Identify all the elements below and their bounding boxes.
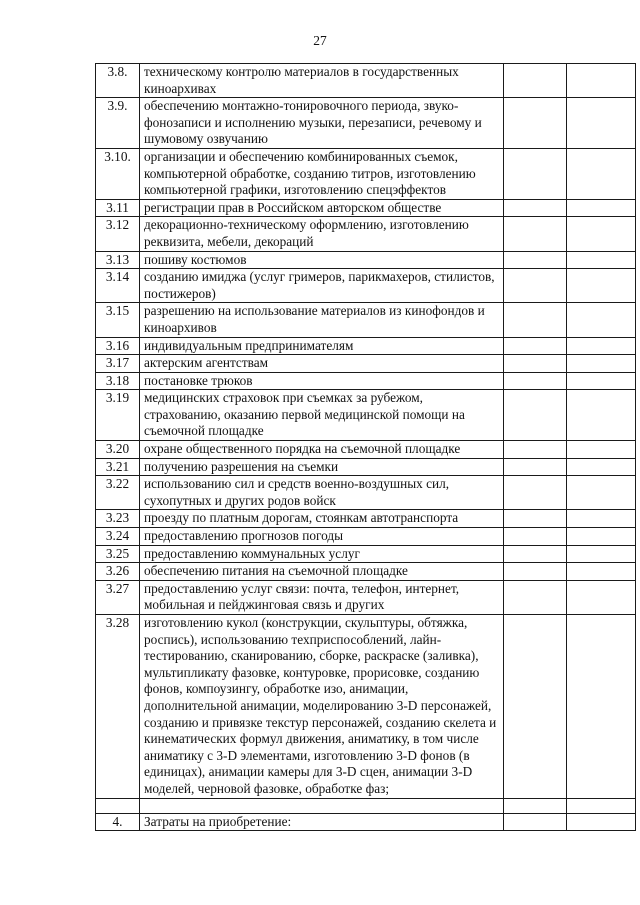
table-row xyxy=(96,148,636,199)
value-cell-2 xyxy=(567,545,636,563)
item-description: индивидуальным предпринимателям xyxy=(140,337,504,355)
value-cell-1 xyxy=(504,798,567,813)
value-cell-2 xyxy=(567,303,636,337)
item-description: обеспечению питания на съемочной площадке xyxy=(140,563,504,581)
item-description: разрешению на использование материалов из кинофондов и киноархивов xyxy=(140,303,504,337)
value-cell-2 xyxy=(567,372,636,390)
table-row xyxy=(96,458,636,476)
item-description: актерским агентствам xyxy=(140,355,504,373)
item-number: 3.14 xyxy=(96,269,140,303)
value-cell-1 xyxy=(504,269,567,303)
item-description: изготовлению кукол (конструкции, скульптуры, обтяжка, роспись), использованию техприспособлений, лайн-тестированию, сканированию, сборке, раскраске (заливка), мультипликату фазовке, контуровке, прорисовке, созданию фонов, компоузингу, обработке изо, анимации, дополнительной анимации, моделированию 3-D персонажей, созданию и привязке текстур персонажей, созданию скелета и кинематических формул движения, аниматику, в том числе аниматику с 3-D элементами, изготовлению 3-D фонов (в единицах), анимации камеры для 3-D сцен, анимации 3-D моделей, черновой фазовке, обработке фаз; xyxy=(140,615,504,799)
value-cell-1 xyxy=(504,217,567,251)
table-row xyxy=(96,563,636,581)
item-description xyxy=(140,798,504,813)
item-number: 3.25 xyxy=(96,545,140,563)
item-number: 3.18 xyxy=(96,372,140,390)
value-cell-2 xyxy=(567,813,636,831)
table-row xyxy=(96,64,636,98)
table-row xyxy=(96,390,636,441)
item-number: 3.23 xyxy=(96,510,140,528)
item-description: техническому контролю материалов в государственных киноархивах xyxy=(140,64,504,98)
value-cell-1 xyxy=(504,545,567,563)
item-number: 3.19 xyxy=(96,390,140,441)
value-cell-2 xyxy=(567,269,636,303)
value-cell-2 xyxy=(567,98,636,149)
table-row xyxy=(96,545,636,563)
item-description: постановке трюков xyxy=(140,372,504,390)
value-cell-1 xyxy=(504,813,567,831)
item-number: 3.22 xyxy=(96,476,140,510)
table-row xyxy=(96,251,636,269)
value-cell-1 xyxy=(504,580,567,614)
cost-table xyxy=(95,63,636,831)
table-row xyxy=(96,355,636,373)
value-cell-1 xyxy=(504,355,567,373)
item-description: охране общественного порядка на съемочной площадке xyxy=(140,441,504,459)
value-cell-2 xyxy=(567,615,636,799)
value-cell-2 xyxy=(567,64,636,98)
cost-table-body xyxy=(96,64,636,831)
value-cell-1 xyxy=(504,563,567,581)
value-cell-2 xyxy=(567,355,636,373)
item-description: предоставлению прогнозов погоды xyxy=(140,528,504,546)
table-row xyxy=(96,217,636,251)
table-row xyxy=(96,441,636,459)
item-number: 3.27 xyxy=(96,580,140,614)
table-row xyxy=(96,798,636,813)
item-number: 3.28 xyxy=(96,615,140,799)
item-description: использованию сил и средств военно-воздушных сил, сухопутных и других родов войск xyxy=(140,476,504,510)
item-number: 3.12 xyxy=(96,217,140,251)
item-number: 3.16 xyxy=(96,337,140,355)
item-description: медицинских страховок при съемках за рубежом, страхованию, оказанию первой медицинской помощи на съемочной площадке xyxy=(140,390,504,441)
value-cell-1 xyxy=(504,98,567,149)
value-cell-1 xyxy=(504,510,567,528)
item-description: созданию имиджа (услуг гримеров, парикмахеров, стилистов, постижеров) xyxy=(140,269,504,303)
value-cell-1 xyxy=(504,337,567,355)
value-cell-1 xyxy=(504,458,567,476)
item-number: 3.21 xyxy=(96,458,140,476)
table-row xyxy=(96,269,636,303)
table-row xyxy=(96,199,636,217)
table-row xyxy=(96,580,636,614)
value-cell-2 xyxy=(567,476,636,510)
item-number: 3.26 xyxy=(96,563,140,581)
value-cell-2 xyxy=(567,337,636,355)
table-row xyxy=(96,813,636,831)
value-cell-1 xyxy=(504,199,567,217)
item-description: предоставлению коммунальных услуг xyxy=(140,545,504,563)
item-number: 3.9. xyxy=(96,98,140,149)
value-cell-1 xyxy=(504,148,567,199)
value-cell-2 xyxy=(567,199,636,217)
value-cell-2 xyxy=(567,510,636,528)
item-number xyxy=(96,798,140,813)
item-number: 3.10. xyxy=(96,148,140,199)
value-cell-2 xyxy=(567,458,636,476)
value-cell-2 xyxy=(567,217,636,251)
value-cell-1 xyxy=(504,390,567,441)
table-row xyxy=(96,615,636,799)
value-cell-1 xyxy=(504,251,567,269)
value-cell-1 xyxy=(504,476,567,510)
item-description: пошиву костюмов xyxy=(140,251,504,269)
item-number: 3.13 xyxy=(96,251,140,269)
value-cell-2 xyxy=(567,798,636,813)
item-description: получению разрешения на съемки xyxy=(140,458,504,476)
value-cell-1 xyxy=(504,441,567,459)
table-row xyxy=(96,510,636,528)
item-description: предоставлению услуг связи: почта, телефон, интернет, мобильная и пейджинговая связь и других xyxy=(140,580,504,614)
item-number: 3.20 xyxy=(96,441,140,459)
value-cell-2 xyxy=(567,528,636,546)
value-cell-2 xyxy=(567,441,636,459)
value-cell-1 xyxy=(504,615,567,799)
value-cell-2 xyxy=(567,563,636,581)
item-number: 3.15 xyxy=(96,303,140,337)
table-row xyxy=(96,528,636,546)
item-description: Затраты на приобретение: xyxy=(140,813,504,831)
value-cell-1 xyxy=(504,528,567,546)
item-number: 3.24 xyxy=(96,528,140,546)
item-number: 4. xyxy=(96,813,140,831)
table-row xyxy=(96,476,636,510)
table-row xyxy=(96,98,636,149)
value-cell-2 xyxy=(567,580,636,614)
item-number: 3.11 xyxy=(96,199,140,217)
table-row xyxy=(96,303,636,337)
item-description: проезду по платным дорогам, стоянкам автотранспорта xyxy=(140,510,504,528)
page-number: 27 xyxy=(313,33,327,48)
value-cell-1 xyxy=(504,303,567,337)
value-cell-1 xyxy=(504,372,567,390)
item-number: 3.17 xyxy=(96,355,140,373)
value-cell-2 xyxy=(567,390,636,441)
item-description: регистрации прав в Российском авторском обществе xyxy=(140,199,504,217)
table-row xyxy=(96,337,636,355)
table-row xyxy=(96,372,636,390)
value-cell-2 xyxy=(567,148,636,199)
item-number: 3.8. xyxy=(96,64,140,98)
item-description: декорационно-техническому оформлению, изготовлению реквизита, мебели, декораций xyxy=(140,217,504,251)
item-description: организации и обеспечению комбинированных съемок, компьютерной обработке, созданию титров, изготовлению компьютерной графики, изготовлению спецэффектов xyxy=(140,148,504,199)
item-description: обеспечению монтажно-тонировочного периода, звуко-фонозаписи и исполнению музыки, перезаписи, речевому и шумовому озвучанию xyxy=(140,98,504,149)
value-cell-1 xyxy=(504,64,567,98)
value-cell-2 xyxy=(567,251,636,269)
